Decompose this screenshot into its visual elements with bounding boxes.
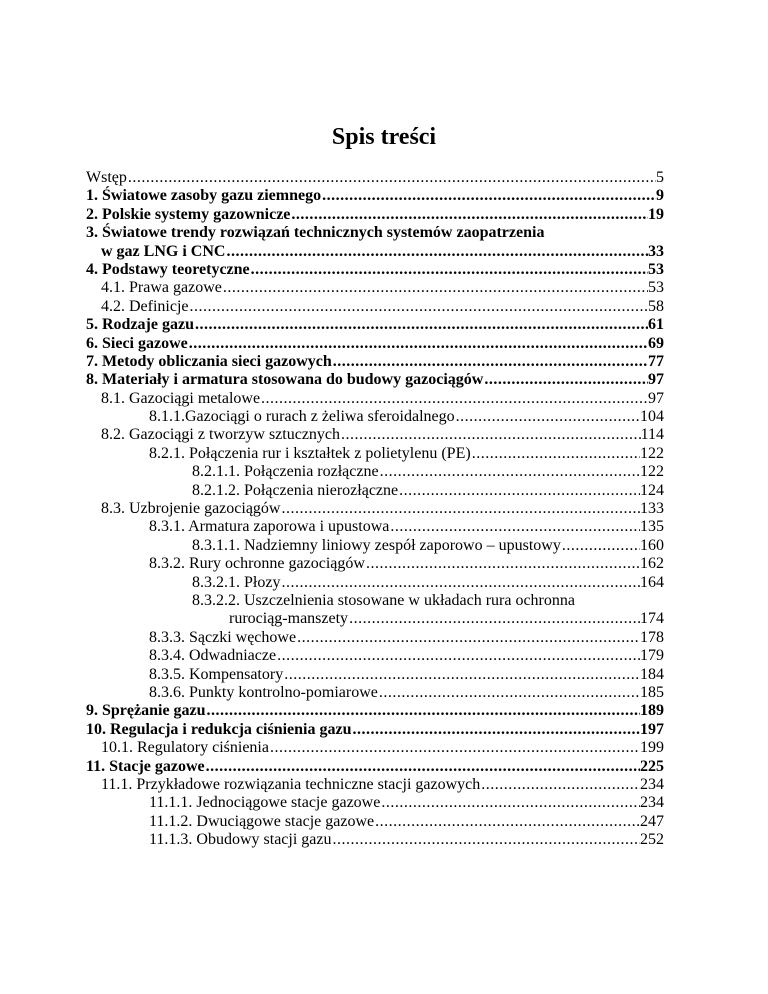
toc-entry [86, 316, 664, 334]
toc-entry-page-number: 33 [648, 242, 664, 260]
toc-entry-page-number: 234 [640, 775, 664, 793]
dot-leader [188, 335, 648, 353]
toc-entry [86, 684, 664, 702]
toc-entry-page-number: 164 [640, 573, 664, 591]
toc-entry-label: 11.1.3. Obudowy stacji gazu [149, 831, 332, 849]
dot-leader [283, 666, 640, 684]
toc-entry-label: 8.3. Uzbrojenie gazociągów [101, 500, 281, 518]
toc-entry-label: 9. Sprężanie gazu [86, 702, 206, 720]
toc-entry [86, 666, 664, 684]
toc-entry-page-number: 197 [640, 720, 664, 738]
dot-leader [290, 206, 648, 224]
dot-leader [127, 169, 656, 187]
toc-entry-page-number: 5 [656, 169, 664, 186]
dot-leader [471, 445, 640, 463]
toc-entry-page-number: 104 [640, 408, 664, 426]
toc-entry-label: 5. Rodzaje gazu [86, 316, 194, 334]
toc-entry-page-number: 185 [640, 683, 664, 701]
toc-entry-label-continuation: rurociąg-manszety [229, 610, 349, 628]
dot-leader [340, 426, 641, 444]
toc-entry [86, 739, 664, 757]
toc-entry-label: 3. Światowe trendy rozwiązań technicznych systemów zaopatrzenia [86, 224, 545, 242]
toc-entry [86, 758, 664, 776]
toc-entry-page-number: 160 [640, 536, 664, 554]
table-of-contents [86, 169, 664, 849]
toc-entry [86, 463, 664, 481]
dot-leader [222, 279, 648, 297]
toc-entry-label: 4.1. Prawa gazowe [101, 279, 222, 297]
toc-entry-page-number: 162 [640, 555, 664, 573]
dot-leader [269, 739, 640, 757]
toc-entry-label: 11.1. Przykładowe rozwiązania techniczne stacji gazowych [101, 775, 481, 793]
toc-entry [86, 390, 664, 408]
toc-entry-page-number: 122 [640, 444, 664, 462]
dot-leader [280, 574, 640, 592]
toc-entry [86, 187, 664, 205]
dot-leader [374, 813, 640, 831]
toc-entry-label: 8.2. Gazociągi z tworzyw sztucznych [101, 426, 341, 444]
toc-entry-label-continuation: w gaz LNG i CNC [101, 242, 226, 260]
toc-entry-page-number: 179 [640, 647, 664, 665]
dot-leader [225, 243, 648, 261]
toc-entry-page-number: 135 [640, 518, 664, 536]
toc-entry [86, 426, 664, 444]
toc-entry-page-number: 97 [648, 371, 664, 389]
toc-entry-page-number: 97 [648, 389, 664, 407]
toc-entry-page-number: 114 [640, 426, 664, 444]
toc-entry-page-number: 225 [640, 757, 664, 775]
toc-entry-label: 8.3.4. Odwadniacze [149, 647, 277, 665]
toc-entry [86, 721, 664, 739]
toc-entry [86, 261, 664, 279]
dot-leader [250, 261, 648, 279]
dot-leader [276, 647, 640, 665]
toc-entry [86, 794, 664, 812]
dot-leader [398, 482, 640, 500]
toc-entry-page-number: 252 [640, 831, 664, 849]
dot-leader [389, 518, 640, 536]
toc-entry-page-number: 133 [640, 500, 664, 518]
toc-entry [86, 445, 664, 463]
toc-entry [86, 518, 664, 536]
dot-leader [206, 702, 640, 720]
dot-leader [351, 721, 640, 739]
toc-entry-label: 6. Sieci gazowe [86, 334, 188, 352]
toc-entry [86, 702, 664, 720]
dot-leader [260, 390, 648, 408]
toc-entry-label: 8.3.6. Punkty kontrolno-pomiarowe [149, 683, 378, 701]
toc-entry-page-number: 178 [640, 628, 664, 646]
toc-entry-page-number: 234 [640, 794, 664, 812]
toc-entry [86, 335, 664, 353]
toc-entry [86, 408, 664, 426]
toc-entry-page-number: 122 [640, 463, 664, 481]
toc-entry-label: Wstęp [86, 169, 127, 186]
toc-entry-label: 10.1. Regulatory ciśnienia [101, 739, 269, 757]
toc-entry-label: 8.1. Gazociągi metalowe [101, 389, 261, 407]
dot-leader [321, 187, 656, 205]
toc-entry [86, 574, 664, 592]
dot-leader [365, 555, 640, 573]
toc-entry-label: 8.1.1.Gazociągi o rurach z żeliwa sferoidalnego [149, 408, 455, 426]
toc-entry-label: 11. Stacje gazowe [86, 757, 205, 775]
toc-entry-label: 11.1.2. Dwuciągowe stacje gazowe [149, 812, 375, 830]
dot-leader [378, 684, 640, 702]
toc-entry-label: 4. Podstawy teoretyczne [86, 260, 250, 278]
dot-leader [194, 316, 648, 334]
toc-entry [86, 555, 664, 573]
toc-entry-label: 1. Światowe zasoby gazu ziemnego [86, 187, 322, 205]
toc-entry-label: 8.3.5. Kompensatory [149, 665, 284, 683]
toc-entry [86, 169, 664, 187]
toc-entry [86, 592, 664, 629]
dot-leader [483, 371, 648, 389]
toc-entry-page-number: 53 [648, 279, 664, 297]
toc-entry-label: 8.3.1.1. Nadziemny liniowy zespół zaporowo – upustowy [192, 536, 561, 554]
toc-entry-label: 8.2.1.1. Połączenia rozłączne [192, 463, 379, 481]
toc-entry-label: 8.3.3. Sączki węchowe [149, 628, 297, 646]
toc-entry-label: 8.2.1.2. Połączenia nierozłączne [192, 481, 399, 499]
toc-entry-label: 8.3.2.1. Płozy [192, 573, 281, 591]
dot-leader [205, 758, 640, 776]
toc-entry-label: 8.3.2.2. Uszczelnienia stosowane w układach rura ochronna [192, 592, 575, 609]
toc-entry-label: 8.2.1. Połączenia rur i kształtek z polietylenu (PE) [149, 444, 471, 462]
dot-leader [280, 500, 640, 518]
toc-entry-label: 11.1.1. Jednociągowe stacje gazowe [149, 794, 381, 812]
toc-entry [86, 537, 664, 555]
toc-entry [86, 629, 664, 647]
toc-entry-label: 7. Metody obliczania sieci gazowych [86, 352, 332, 370]
dot-leader [331, 831, 640, 849]
toc-entry-label: 2. Polskie systemy gazownicze [86, 205, 291, 223]
page-title: Spis treści [331, 124, 437, 151]
toc-entry-label: 10. Regulacja i redukcja ciśnienia gazu [86, 720, 352, 738]
toc-entry [86, 371, 664, 389]
toc-entry-page-number: 53 [648, 260, 664, 278]
dot-leader [480, 776, 640, 794]
toc-entry [86, 500, 664, 518]
dot-leader [379, 463, 640, 481]
toc-entry-page-number: 124 [640, 481, 664, 499]
dot-leader [455, 408, 640, 426]
dot-leader [561, 537, 640, 555]
toc-entry-page-number: 189 [640, 702, 664, 720]
toc-entry [86, 776, 664, 794]
toc-entry-page-number: 184 [640, 665, 664, 683]
toc-entry-label: 4.2. Definicje [101, 297, 189, 315]
dot-leader [380, 794, 640, 812]
toc-entry-page-number: 9 [656, 187, 664, 205]
toc-entry-page-number: 199 [640, 739, 664, 757]
toc-entry-label: 8.3.2. Rury ochronne gazociągów [149, 555, 365, 573]
dot-leader [189, 298, 648, 316]
toc-entry-label: 8. Materiały i armatura stosowana do budowy gazociągów [86, 371, 484, 389]
toc-entry [86, 482, 664, 500]
toc-entry [86, 206, 664, 224]
toc-entry [86, 353, 664, 371]
toc-entry-page-number: 77 [648, 352, 664, 370]
dot-leader [332, 353, 648, 371]
toc-entry-label: 8.3.1. Armatura zaporowa i upustowa [149, 518, 390, 536]
dot-leader [348, 610, 640, 628]
toc-entry [86, 298, 664, 316]
toc-entry [86, 279, 664, 297]
toc-entry [86, 224, 664, 261]
toc-entry-page-number: 19 [648, 205, 664, 223]
toc-entry-page-number: 58 [648, 297, 664, 315]
toc-entry [86, 647, 664, 665]
toc-entry-page-number: 69 [648, 334, 664, 352]
toc-entry-page-number: 61 [648, 316, 664, 334]
toc-entry [86, 831, 664, 849]
toc-entry [86, 813, 664, 831]
toc-entry-page-number: 247 [640, 812, 664, 830]
toc-entry-page-number: 174 [640, 610, 664, 628]
dot-leader [296, 629, 640, 647]
